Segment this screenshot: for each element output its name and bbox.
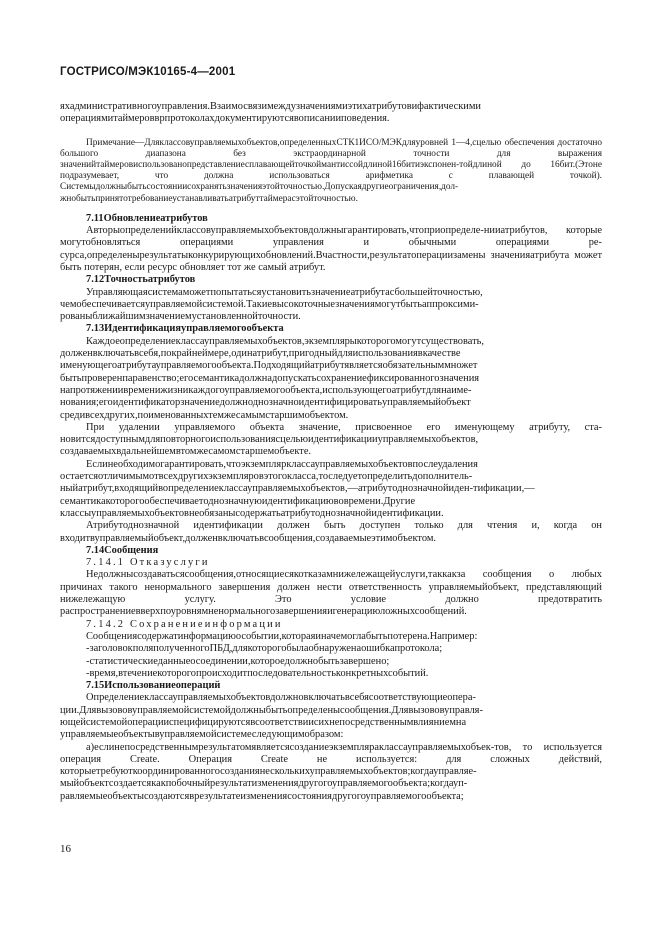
section-7-13-paragraph: Каждоеопределениеклассауправляемыхобъектов,экземплярыкоторогомогутсуществовать, долженвключатьвсебя,покрайнеймере,одинатрибут,пригодныйдляиспользованиявкачестве именующегоатрибутауправляемогообъекта.Подходящийатрибутявляетсяобязательныммножет бытьпроверенпаравенство;егосемантикадолжнадопускатьсохранениефиксированногозначения напротяжениивременижизникаждогоуправляемогообъекта,использующегоатрибутдлянаиме-нования;егоидентификаторзначениедолжноднозначноидентифицироватьуправляемыйобъект средивсехдругих,поименованныхтемжесамымстаршимобъектом. — [60, 335, 484, 421]
section-7-14-2-heading: 7.14.2 Сохранениеинформации — [86, 618, 283, 630]
section-7-15-text: Определениеклассауправляемыхобъектовдолжновключатьвсебясоответствующиеопера-ции.Длявызововуправляемойсистемойдолжныбытьопределенысообщения.Длявызововуправля-ющейсистемойоперацииспецифицируютсявсоответствиисихнепосредственнымвлияниемна управляемыеобъектывуправляемойсистемеследующимобразом: — [60, 692, 483, 741]
list-item: -время,втечениекоторогопроисходитпоследовательностьконкретныхсобытий. — [86, 667, 429, 679]
running-header: ГОСТРИСО/МЭК10165-4—2001 — [60, 66, 236, 78]
page-number: 16 — [60, 843, 71, 855]
section-7-13-heading: 7.13Идентификацияуправляемогообъекта — [86, 323, 284, 335]
paragraph-continuation: яхадминистративногоуправления.Взаимосвязимеждузначениямиэтихатрибутовифактическими операциямитаймеровврпротоколахдокументируютсявописанииповедения. — [60, 101, 481, 125]
section-7-13-paragraph: Еслинеобходимогарантировать,чтоэкземплярклассауправляемыхобъектовпослеудаления остаетсяотличимымотвсехдругихэкземпляровэтогокласса,тоследуетопределитьдополнитель-ныйатрибут,входящийвопределениеклассауправляемыхобъектов,—атрибутоднозначнойиден-тификации,—семантикакоторогообеспечиваетоднозначнуюидентификациювовремени.Другие классыуправляемыхобъектовнеобязанысодержатьатрибутоднозначнойидентификации. — [60, 458, 535, 519]
list-item: -статистическиеданныеосоединении,котороедолжнобытьзавершено; — [86, 655, 390, 667]
list-item: -заголовокполяполученногоПБД,длякоторогобылаобнаруженаошибкапротокола; — [86, 643, 443, 655]
note-paragraph: Примечание—Дляклассовуправляемыхобъектов,определенныхСТК1ИСО/МЭКдляуровней 1—4,сцелью обеспечения достаточно большого диапазона без экстраординарной точности для выражения значенийтаймеровиспользованопредставлениесплавающейточкоймантиссойдлиной16битиэкспонен-тойдлиной до 16бит.(Этоне подразумевает, что должна использоваться арифметика с плавающей точкой). Системыдолжныбытьсостояниисохранятьзначенияэтойточностью.Допускаядругиеограничения,дол-жнобытьпринятотребованиеустанавливатьатрибуттаймерасэтойточностью. — [60, 137, 602, 204]
section-7-14-2-text: Сообщениясодержатинформациюособытии,котораяиначемоглабытьпотерена.Например: — [86, 630, 478, 642]
section-7-12-text: Управляющаясистемаможетпопытатьсяустановитьзначениеатрибутасбольшейточностью, чемобеспечиваетсяуправляемойсистемой.Такиевысокоточныезначениямогутбытьаппроксими-рованыближайшимзначениемустановленнойточности. — [60, 286, 483, 323]
page-body — [60, 101, 602, 803]
section-7-15-item-a: а)еслинепосредственнымрезультатомявляетсясозданиеэкземпляраклассауправляемыхобъек-тов, то используется операция Create. Операция Create не используется: для сложных действий, которыетребуюткоординированногосозданиянесколькихуправляемыхобъектов;когдауправляе-мыйобъектсоздаетсякакпобочныйрезультатизменениядругогоуправляемогообъекта;когдауп-равляемыеобъектысоздаютсяврезультатеизменениясостояниядругогоуправляемогообъекта; — [60, 741, 602, 802]
section-7-14-heading: 7.14Сообщения — [86, 544, 159, 556]
section-7-14-1-text: Недолжнысоздаватьсясообщения,относящиесякотказамнижележащейуслуги,таккакза сообщения о любых причинах такого ненормального завершения должен нести ответственность управляемыйобъект, представляющий нижележащую услугу. Это условие должно предотвратить распространениевверхпоуровнямненормальногозавершенияигенерациюложныхсообщений. — [60, 569, 602, 618]
section-7-13-paragraph: При удалении управляемого объекта значение, присвоенное его именующему атрибуту, ста-новитсядоступнымдляповторногоиспользованиясцельюидентификацииуправляемыхобъектов, создаваемыхвдальнейшемвтомжесамомстаршемобъекте. — [60, 421, 602, 458]
section-7-14-1-heading: 7.14.1 Отказуслуги — [86, 557, 210, 569]
section-7-11-text: Авторыопределенийклассовуправляемыхобъектовдолжныгарантировать,чтоприопределе-нииатрибутов, которые могутобновляться операциями управления и обычными операциями ре-сурса,определенырезультатыконкурирующихобновлений.Вчастности,результатоперациизамены значенияатрибута может быть потерян, если ресурс обновляет тот же самый атрибут. — [60, 225, 602, 273]
section-7-15-heading: 7.15Использованиеопераций — [86, 680, 221, 692]
section-7-12-heading: 7.12Точностьатрибутов — [86, 274, 196, 286]
section-7-11-heading: 7.11Обновлениеатрибутов — [86, 212, 208, 224]
section-7-13-paragraph: Атрибутоднозначной идентификации должен быть доступен только для чтения и, когда он входитвуправляемыйобъект,долженвключатьвсообщения,создаваемыеэтимобъектом. — [60, 520, 602, 544]
